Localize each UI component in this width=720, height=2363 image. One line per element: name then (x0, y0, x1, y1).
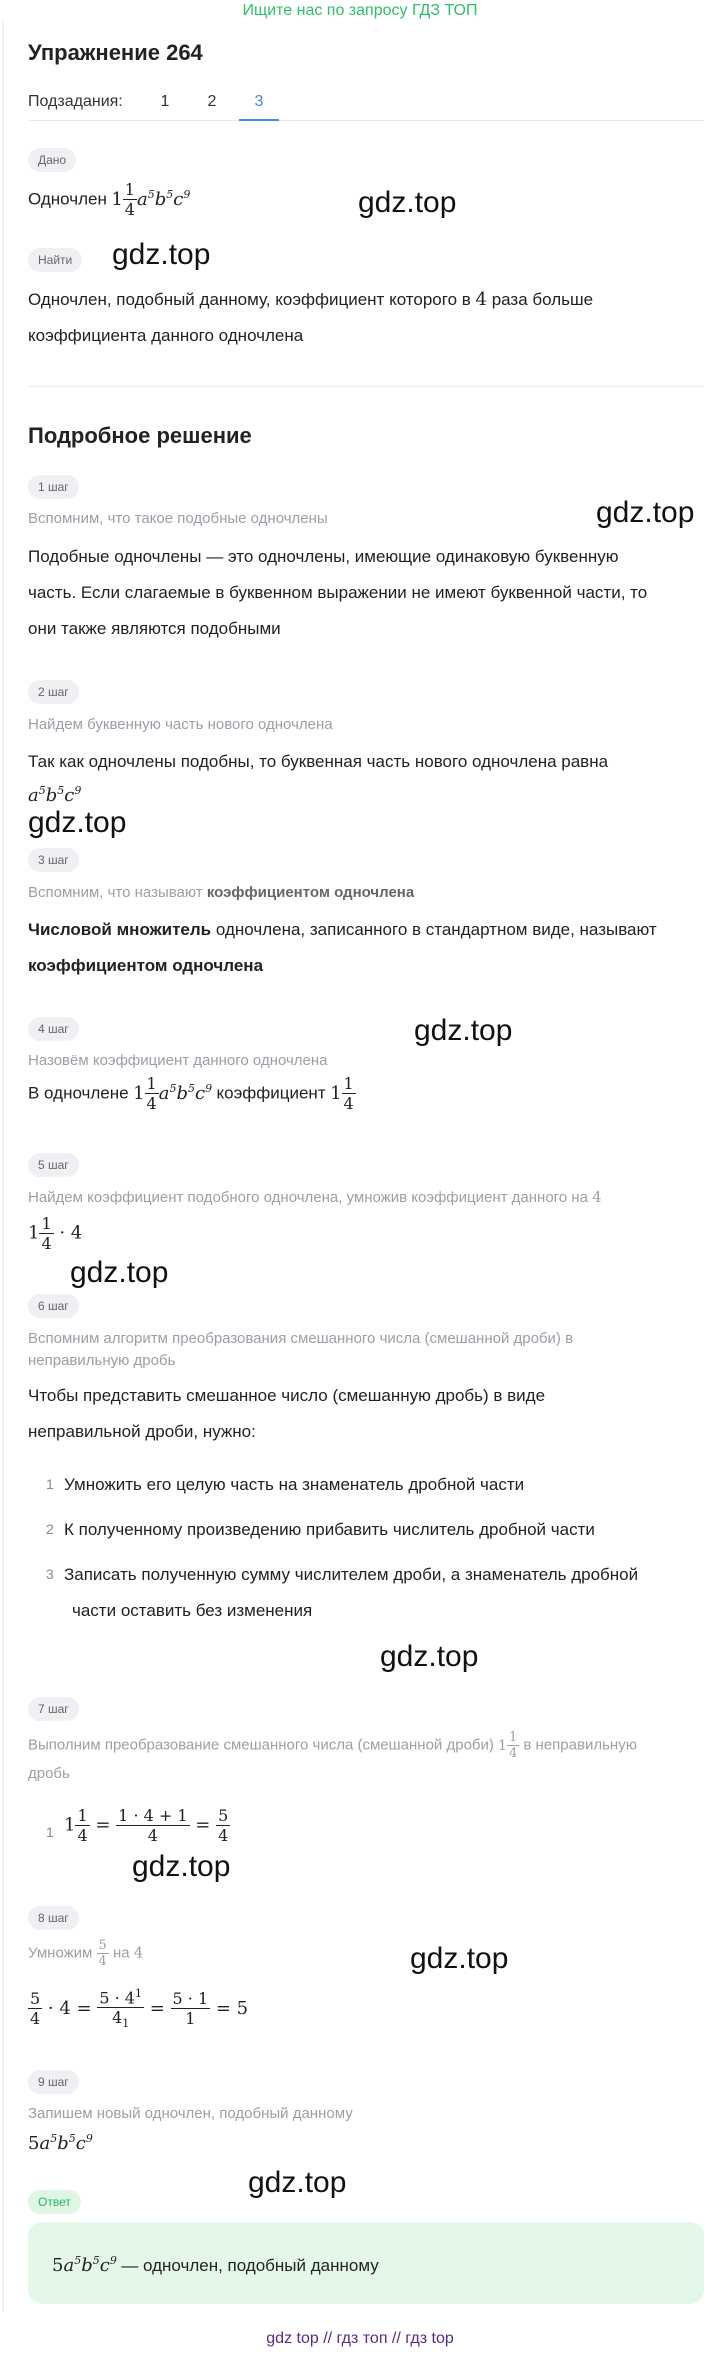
list-number: 2 (46, 1521, 54, 1537)
step-7-hint-a: Выполним преобразование смешанного числа (смешанной дроби) (28, 1736, 494, 1754)
list-number: 3 (46, 1566, 54, 1582)
step-3-bold-term-2: коэффициентом одночлена (28, 956, 264, 975)
step-badge: 5 шаг (28, 1153, 79, 1177)
step-4-text-a: В одночлене (28, 1083, 129, 1103)
watermark: gdz.top (70, 1256, 169, 1289)
given-row (28, 180, 190, 219)
step-4-math: 1 $\frac{1}{4}$ $a^5b^5c^9$ (133, 1074, 213, 1113)
step-3-hint-bold: коэффициентом одночлена (206, 884, 415, 901)
answer-text: — одночлен, подобный данному (121, 2256, 379, 2275)
step-hint (28, 1186, 602, 1209)
list-item-continued: части оставить без изменения (72, 1601, 313, 1620)
given-math: 1 $\frac{1}{4}$ $a^5b^5c^9$ (111, 180, 191, 219)
step-1-line-2: часть. Если слагаемые в буквенном выражении не имеют буквенной части, то (28, 583, 648, 602)
tab-subtask-1[interactable]: 1 (160, 93, 170, 110)
step-4-coefficient: 1 $\frac{1}{4}$ (330, 1074, 354, 1113)
step-3-line-2 (28, 948, 263, 984)
find-text-b: раза больше (491, 290, 594, 309)
step-3-bold-term: Числовой множитель (28, 920, 212, 939)
watermark: gdz.top (28, 806, 127, 839)
given-badge: Дано (28, 148, 76, 172)
watermark: gdz.top (596, 496, 695, 529)
footer-links[interactable]: gdz top // гдз топ // гдз top (266, 2330, 454, 2347)
watermark: gdz.top (112, 238, 211, 271)
step-7-hint-b: в неправильную (523, 1736, 637, 1754)
step-7-hint-math: 1 $\frac{1}{4}$ (498, 1730, 518, 1761)
exercise-title: Упражнение 264 (28, 40, 203, 65)
list-item: К полученному произведению прибавить числитель дробной части (64, 1520, 595, 1539)
step-9-math: $5a^5b^5c^9$ (28, 2132, 93, 2154)
step-hint-line-2: неправильную дробь (28, 1352, 176, 1369)
list-item: Записать полученную сумму числителем дроби, а знаменатель дробной (64, 1565, 639, 1584)
section-divider (28, 386, 704, 387)
step-6-line-2: неправильной дроби, нужно: (28, 1422, 256, 1441)
step-badge: 6 шаг (28, 1294, 79, 1318)
find-number: 4 (475, 289, 487, 310)
step-hint: Найдем буквенную часть нового одночлена (28, 716, 333, 733)
step-hint: Назовём коэффициент данного одночлена (28, 1052, 328, 1069)
watermark: gdz.top (132, 1850, 231, 1883)
subtasks-label: Подзадания: (28, 93, 123, 110)
find-text-a: Одночлен, подобный данному, коэффициент которого в (28, 290, 471, 309)
watermark: gdz.top (248, 2166, 347, 2199)
step-8-hint-num: 4 (133, 1943, 144, 1962)
step-4-row (28, 1074, 356, 1113)
step-hint-line-1: Вспомним алгоритм преобразования смешанного числа (смешанной дроби) в (28, 1330, 574, 1347)
step-8-hint-a: Умножим (28, 1944, 93, 1962)
step-3-line-1 (28, 912, 657, 948)
step-badge: 4 шаг (28, 1017, 79, 1041)
find-badge: Найти (28, 248, 82, 272)
answer-row (52, 2248, 379, 2284)
step-hint (28, 1730, 637, 1761)
step-hint: Запишем новый одночлен, подобный данному (28, 2105, 353, 2122)
answer-badge: Ответ (28, 2190, 81, 2214)
watermark: gdz.top (380, 1640, 479, 1673)
find-line-1 (28, 282, 593, 318)
step-7-equation: 1 $\frac{1}{4}$ = $\frac{1 \cdot 4 + 1}{4}$ = $\frac{5}{4}$ (64, 1806, 229, 1845)
step-hint (28, 1938, 143, 1969)
tab-subtask-3[interactable]: 3 (254, 93, 264, 110)
step-1-line-1: Подобные одночлены — это одночлены, имеющие одинаковую буквенную (28, 547, 619, 566)
step-badge: 8 шаг (28, 1906, 79, 1930)
step-badge: 7 шаг (28, 1697, 79, 1721)
step-3-hint-text: Вспомним, что называют (28, 884, 203, 901)
answer-math: $5a^5b^5c^9$ (52, 2254, 117, 2276)
step-1-line-3: они также являются подобными (28, 619, 281, 638)
step-badge: 2 шаг (28, 680, 79, 704)
tab-subtask-2[interactable]: 2 (207, 93, 217, 110)
step-badge: 3 шаг (28, 848, 79, 872)
list-number: 1 (46, 1824, 54, 1840)
left-rule (2, 22, 4, 2312)
step-8-hint-fraction: $\frac{5}{4}$ (98, 1938, 107, 1969)
step-badge: 9 шаг (28, 2070, 79, 2094)
find-line-2: коэффициента данного одночлена (28, 326, 304, 345)
watermark: gdz.top (410, 1942, 509, 1975)
step-2-text: Так как одночлены подобны, то буквенная часть нового одночлена равна (28, 752, 609, 771)
step-hint (28, 882, 414, 904)
step-4-text-b: коэффициент (216, 1083, 326, 1103)
step-hint: Вспомним, что такое подобные одночлены (28, 510, 328, 527)
top-banner[interactable]: Ищите нас по запросу ГДЗ ТОП (242, 2, 478, 19)
letter-part-math: $a^5b^5c^9$ (28, 784, 82, 806)
list-number: 1 (46, 1476, 54, 1492)
step-8-hint-b: на (112, 1944, 130, 1962)
step-3-text: одночлена, записанного в стандартном виде, называют (215, 920, 657, 939)
step-hint-line-2: дробь (28, 1765, 70, 1782)
list-item: Умножить его целую часть на знаменатель дробной части (64, 1475, 525, 1494)
given-text: Одночлен (28, 189, 107, 209)
solution-title: Подробное решение (28, 423, 252, 448)
active-tab-indicator (239, 119, 279, 121)
step-5-math: 1 $\frac{1}{4}$ · 4 (28, 1214, 83, 1253)
step-5-hint-text: Найдем коэффициент подобного одночлена, умножив коэффициент данного на (28, 1189, 588, 1206)
watermark: gdz.top (414, 1014, 513, 1047)
tabs-divider (28, 120, 704, 121)
step-badge: 1 шаг (28, 475, 79, 499)
watermark: gdz.top (358, 186, 457, 219)
step-6-line-1: Чтобы представить смешанное число (смешанную дробь) в виде (28, 1386, 546, 1405)
step-8-equation: $\frac{5}{4}$ · 4 = $\frac{5 \cdot 4^1}{4_1}$ = $\frac{5 \cdot 1}{1}$ = 5 (28, 1984, 248, 2034)
step-5-hint-num: 4 (592, 1188, 602, 1206)
